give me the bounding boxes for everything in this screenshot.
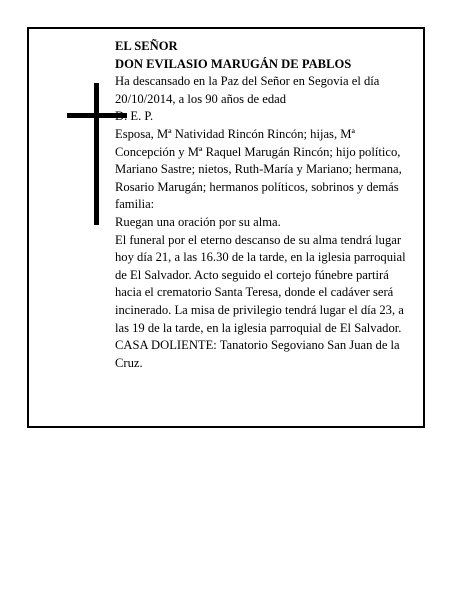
prayer-request: Ruegan una oración por su alma. — [115, 214, 281, 229]
funeral-home: CASA DOLIENTE: Tanatorio Segoviano San Juan de la Cruz. — [115, 338, 400, 370]
notice-title: EL SEÑOR — [115, 39, 178, 53]
death-statement: Ha descansado en la Paz del Señor en Segovia el día 20/10/2014, a los 90 años de edad — [115, 74, 380, 106]
family-list: Esposa, Mª Natividad Rincón Rincón; hijas, Mª Concepción y Mª Raquel Marugán Rincón; hijo político, Mariano Sastre; nietos, Ruth-María y Mariano; hermana, Rosario Marugán; hermanos políticos, sobrinos y demás familia: — [115, 126, 402, 212]
obituary-text — [115, 38, 417, 372]
cross-vertical-bar — [94, 83, 99, 225]
deceased-name: DON EVILASIO MARUGÁN DE PABLOS — [115, 56, 352, 71]
rip-line: D. E. P. — [115, 109, 154, 124]
ceremony-details: El funeral por el eterno descanso de su alma tendrá lugar hoy día 21, a las 16.30 de la tarde, en la iglesia parroquial de El Salvador. Acto seguido el cortejo fúnebre partirá hacia el crematorio Santa Teresa, donde el cadáver será incinerado. La misa de privilegio tendrá lugar el día 23, a las 19 de la tarde, en la iglesia parroquial de El Salvador. — [115, 232, 406, 335]
